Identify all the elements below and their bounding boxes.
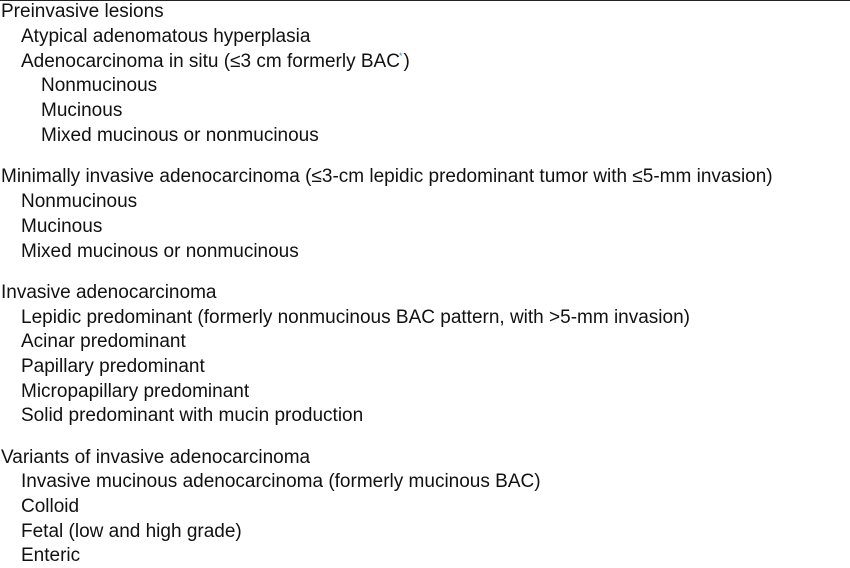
list-item: Mixed mucinous or nonmucinous: [21, 241, 299, 262]
list-item: Nonmucinous: [41, 75, 158, 96]
group-heading-variants: Variants of invasive adenocarcinoma: [1, 447, 311, 468]
group-heading-invasive: Invasive adenocarcinoma: [1, 282, 217, 303]
list-item: Mucinous: [21, 216, 103, 237]
list-item: Micropapillary predominant: [21, 381, 250, 402]
list-item: Fetal (low and high grade): [21, 521, 242, 542]
list-item: Invasive mucinous adenocarcinoma (formerly mucinous BAC): [21, 471, 541, 492]
footnote-marker: *: [398, 51, 403, 61]
list-item: Papillary predominant: [21, 356, 205, 377]
list-item: Colloid: [21, 496, 80, 517]
list-item: Solid predominant with mucin production: [21, 405, 364, 426]
list-item: Nonmucinous: [21, 191, 138, 212]
list-item: Atypical adenomatous hyperplasia: [21, 26, 311, 47]
list-item-adenocarcinoma-in-situ: [21, 50, 410, 76]
item-text: Adenocarcinoma in situ (≤3 cm formerly BAC: [21, 51, 400, 72]
list-item: Acinar predominant: [21, 331, 186, 352]
list-item: Mixed mucinous or nonmucinous: [41, 125, 319, 146]
group-heading-minimally-invasive: Minimally invasive adenocarcinoma (≤3-cm lepidic predominant tumor with ≤5-mm invasion): [1, 166, 773, 187]
list-item: Enteric: [21, 545, 81, 566]
list-item: Mucinous: [41, 100, 123, 121]
item-tail: ): [403, 51, 410, 72]
list-item: Lepidic predominant (formerly nonmucinous BAC pattern, with >5-mm invasion): [21, 307, 690, 328]
group-heading-preinvasive: Preinvasive lesions: [1, 1, 164, 22]
